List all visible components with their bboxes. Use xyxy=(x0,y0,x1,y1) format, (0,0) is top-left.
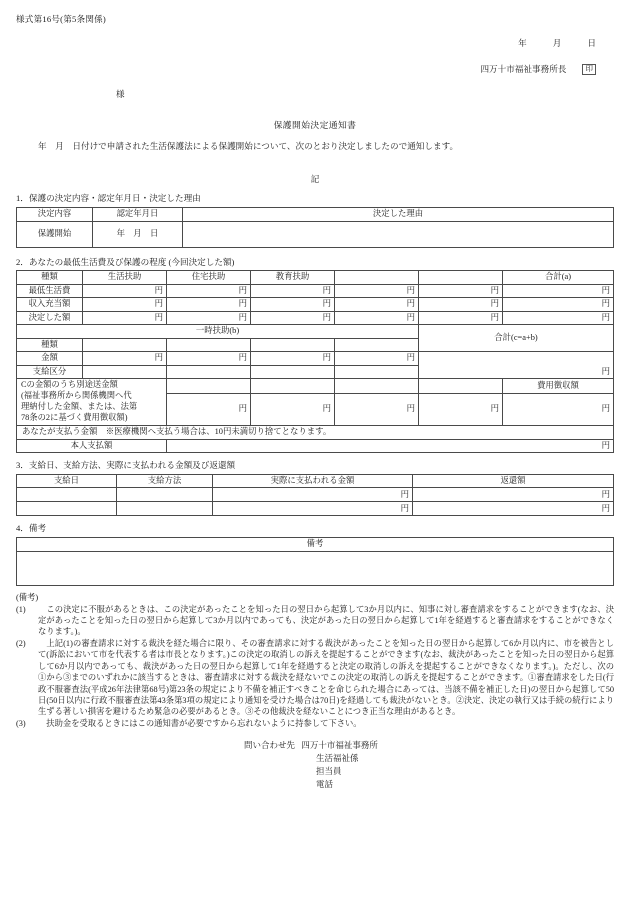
notes-block xyxy=(16,592,614,729)
cell-approval-date: 年 月 日 xyxy=(93,221,183,247)
cell-amount[interactable]: 円 xyxy=(167,284,251,298)
col-refund-amount: 返還額 xyxy=(413,474,614,488)
self-payment-value[interactable]: 円 xyxy=(167,439,614,453)
note-text: 上記(1)の審査請求に対する裁決を経た場合に限り、その審査請求に対する裁決があったことを知った日の翌日から起算して6か月以内に、市を被告として(訴訟において市を代表する者は市長となります。)この決定の取消しの訴えを提起することができます(なお、裁決があったことを知った日の翌日から起算して6か月以内であっても、裁決があった日の翌日から起算して1年を経過すると決定の取消しの訴えを提起することができなくなります。)。ただし、次の①から③までのいずれかに該当するときは、審査請求に対する裁決を経ないでこの決定の取消しの訴えを提起することができます。①審査請求をした日(行政不服審査法(平成26年法律第68号)第23条の規定により不備を補正すべきことを命じられた場合にあっては、当該不備を補正した日)の翌日から起算して50日(50日以内に行政不服審査法第43条第3項の規定により通知を受けた場合は70日)を経過しても裁決がないとき。②決定、決定の執行又は手続の続行により生ずる著しい損害を避けるため緊急の必要があるとき。③その他裁決を経ないことにつき正当な理由があるとき。 xyxy=(38,638,614,717)
issuer-line xyxy=(16,64,614,75)
cell-amount[interactable]: 円 xyxy=(335,284,419,298)
issuer-name: 四万十市福祉事務所長 xyxy=(480,64,567,75)
cell-amount[interactable]: 円 xyxy=(83,284,167,298)
note-item xyxy=(16,604,614,638)
cell-payment-date[interactable] xyxy=(17,502,117,516)
fee-line-3: 理納付した金額、または、法第 xyxy=(21,402,138,412)
col-blank-2 xyxy=(419,271,503,285)
payment-note: あなたが支払う金額 ※医療機関へ支払う場合は、10円未満切り捨てとなります。 xyxy=(17,426,614,440)
note-number: (2) xyxy=(16,638,26,648)
table-row xyxy=(17,352,614,366)
form-number: 様式第16号(第5条関係) xyxy=(16,14,106,24)
date-month: 月 xyxy=(552,37,562,48)
row-label-payment-class: 支給区分 xyxy=(17,365,83,379)
col-housing-aid: 住宅扶助 xyxy=(167,271,251,285)
table-row xyxy=(17,439,614,453)
note-item xyxy=(16,718,614,729)
notes-label: (備考) xyxy=(16,593,39,603)
note-item xyxy=(16,638,614,718)
col-education-aid: 教育扶助 xyxy=(251,271,335,285)
col-remarks: 備考 xyxy=(17,538,614,552)
note-number: (3) xyxy=(16,718,26,728)
cell-fee-amount[interactable]: 円 xyxy=(251,393,335,425)
cell-actual-amount[interactable]: 円 xyxy=(213,502,413,516)
cell-payment-class[interactable] xyxy=(335,365,419,379)
cell-amount[interactable]: 円 xyxy=(419,311,503,325)
table-row xyxy=(17,298,614,312)
cell-fee-collection-amount[interactable]: 円 xyxy=(503,393,614,425)
total-c-value[interactable]: 円 xyxy=(419,352,614,379)
cell-amount[interactable]: 円 xyxy=(167,311,251,325)
contact-block xyxy=(16,739,614,790)
cell-amount[interactable]: 円 xyxy=(167,352,251,366)
cell-amount[interactable]: 円 xyxy=(335,352,419,366)
cell-payment-class[interactable] xyxy=(83,365,167,379)
col-approval-date: 認定年月日 xyxy=(93,208,183,222)
col-blank-1 xyxy=(335,271,419,285)
decision-table xyxy=(16,207,614,248)
cell-amount[interactable]: 円 xyxy=(83,298,167,312)
cell-amount[interactable]: 円 xyxy=(419,298,503,312)
cell-type[interactable] xyxy=(251,338,335,352)
table-row xyxy=(17,488,614,502)
total-c-label: 合計(c=a+b) xyxy=(419,325,614,352)
col-actual-amount: 実際に支払われる金額 xyxy=(213,474,413,488)
temporary-aid-header-row xyxy=(17,325,614,339)
cell-fee-amount[interactable]: 円 xyxy=(167,393,251,425)
table-header-row xyxy=(17,271,614,285)
table-header-row xyxy=(17,538,614,552)
cell-amount[interactable]: 円 xyxy=(251,298,335,312)
cell-type[interactable] xyxy=(335,338,419,352)
row-label-minimum-cost: 最低生活費 xyxy=(17,284,83,298)
contact-division: 生活福祉係 xyxy=(316,753,359,764)
col-livelihood-aid: 生活扶助 xyxy=(83,271,167,285)
row-label-amount: 金額 xyxy=(17,352,83,366)
ki-marker: 記 xyxy=(310,173,320,184)
date-line xyxy=(16,38,614,49)
contact-staff: 担当員 xyxy=(316,765,342,776)
col-decision-reason: 決定した理由 xyxy=(183,208,614,222)
cell-decision-reason[interactable] xyxy=(183,221,614,247)
cell-amount[interactable]: 円 xyxy=(419,284,503,298)
contact-label: 問い合わせ先 xyxy=(244,740,296,751)
payment-schedule-table xyxy=(16,474,614,517)
cell-amount[interactable]: 円 xyxy=(335,311,419,325)
contact-office: 四万十市福祉事務所 xyxy=(301,740,378,751)
table-row xyxy=(17,221,614,247)
col-decision-content: 決定内容 xyxy=(17,208,93,222)
cell-payment-date[interactable] xyxy=(17,488,117,502)
cell-amount[interactable]: 円 xyxy=(251,311,335,325)
fee-line-2: (福祉事務所から関係機関へ代 xyxy=(21,391,132,401)
cell-fee-amount[interactable]: 円 xyxy=(335,393,419,425)
cell-amount[interactable]: 円 xyxy=(251,352,335,366)
document-title: 保護開始決定通知書 xyxy=(273,119,357,130)
row-label-type: 種類 xyxy=(17,338,83,352)
note-number: (1) xyxy=(16,604,26,614)
cell-amount[interactable]: 円 xyxy=(83,352,167,366)
note-text: 扶助金を受取るときにはこの通知書が必要ですから忘れないように持参して下さい。 xyxy=(38,718,362,728)
col-total-a: 合計(a) xyxy=(503,271,614,285)
seal-stamp: 印 xyxy=(582,64,596,75)
cell-refund-amount[interactable]: 円 xyxy=(413,488,614,502)
contact-row xyxy=(244,739,614,752)
cell-actual-amount[interactable]: 円 xyxy=(213,488,413,502)
table-row xyxy=(17,284,614,298)
cell-amount-total[interactable]: 円 xyxy=(503,298,614,312)
section1-heading: 1．保護の決定内容・認定年月日・決定した理由 xyxy=(16,193,201,204)
addressee-honorific: 様 xyxy=(116,89,125,100)
col-type: 種類 xyxy=(17,271,83,285)
fee-collection-header-row xyxy=(17,379,614,394)
row-label-income-allocation: 収入充当額 xyxy=(17,298,83,312)
remarks-table xyxy=(16,537,614,586)
fee-description xyxy=(17,379,167,426)
fee-line-4: 78条の2に基づく費用徴収額) xyxy=(21,413,128,423)
self-payment-label: 本人支払額 xyxy=(17,439,167,453)
fee-blank-header xyxy=(335,379,419,394)
fee-blank-header xyxy=(167,379,251,394)
date-day: 日 xyxy=(587,37,596,48)
fee-collection-label: 費用徴収額 xyxy=(503,379,614,394)
cell-amount-total[interactable]: 円 xyxy=(503,311,614,325)
table-header-row xyxy=(17,474,614,488)
date-year: 年 xyxy=(518,37,527,48)
fee-line-1: Cの金額のうち別途送金額 xyxy=(21,380,118,390)
table-row xyxy=(17,502,614,516)
note-text: この決定に不服があるときは、この決定があったことを知った日の翌日から起算して3か月以内に、知事に対し審査請求をすることができます(なお、決定があったことを知った日の翌日から起算して3か月以内であっても、決定があった日の翌日から起算して1年を経過すると審査請求をすることができなくなります。)。 xyxy=(38,604,614,637)
table-row xyxy=(17,552,614,586)
cell-payment-method[interactable] xyxy=(117,488,213,502)
cell-payment-method[interactable] xyxy=(117,502,213,516)
cell-amount-total[interactable]: 円 xyxy=(503,284,614,298)
section4-heading: 4．備考 xyxy=(16,523,47,534)
temporary-aid-label: 一時扶助(b) xyxy=(17,325,419,339)
row-label-decided-amount: 決定した額 xyxy=(17,311,83,325)
cell-fee-amount[interactable]: 円 xyxy=(419,393,503,425)
cell-payment-class[interactable] xyxy=(167,365,251,379)
cell-amount[interactable]: 円 xyxy=(335,298,419,312)
cell-amount[interactable]: 円 xyxy=(167,298,251,312)
contact-phone: 電話 xyxy=(316,778,334,789)
intro-paragraph: 年 月 日付けで申請された生活保護法による保護開始について、次のとおり決定しましたので通知します。 xyxy=(38,140,459,151)
cell-amount[interactable]: 円 xyxy=(251,284,335,298)
section3-heading: 3．支給日、支給方法、実際に支払われる金額及び返還額 xyxy=(16,460,236,471)
cell-remarks[interactable] xyxy=(17,552,614,586)
table-row xyxy=(17,311,614,325)
section2-heading: 2．あなたの最低生活費及び保護の程度 (今回決定した額) xyxy=(16,256,235,267)
col-payment-date: 支給日 xyxy=(17,474,117,488)
fee-blank-header xyxy=(251,379,335,394)
cell-amount[interactable]: 円 xyxy=(83,311,167,325)
cell-payment-class[interactable] xyxy=(251,365,335,379)
col-payment-method: 支給方法 xyxy=(117,474,213,488)
cell-type[interactable] xyxy=(83,338,167,352)
livelihood-cost-table xyxy=(16,270,614,453)
fee-blank-header xyxy=(419,379,503,394)
cell-decision-content: 保護開始 xyxy=(17,221,93,247)
payment-note-row xyxy=(17,426,614,440)
cell-refund-amount[interactable]: 円 xyxy=(413,502,614,516)
table-header-row xyxy=(17,208,614,222)
cell-type[interactable] xyxy=(167,338,251,352)
